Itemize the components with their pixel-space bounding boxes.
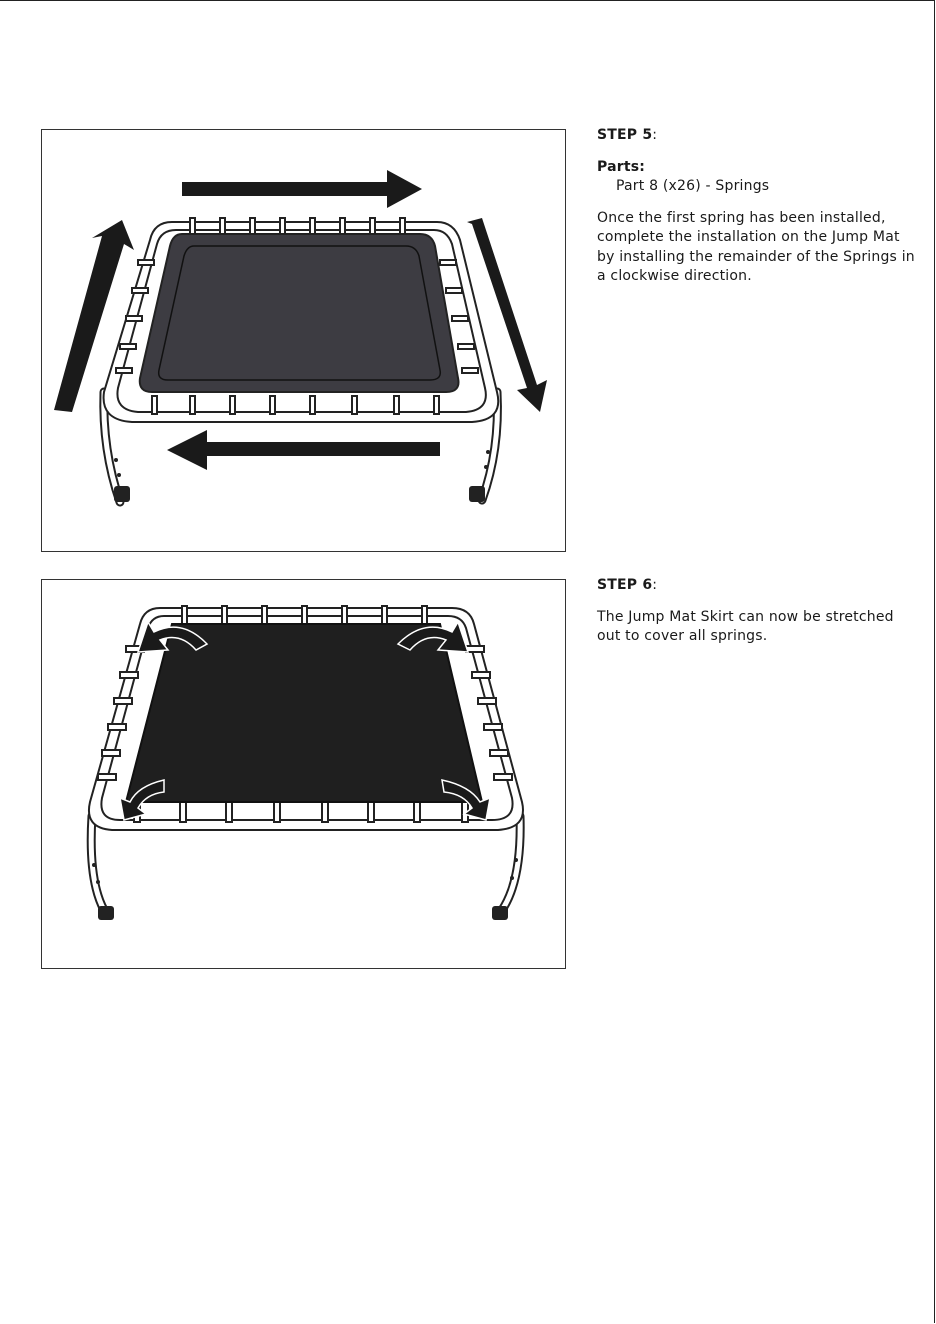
leg-foot-left-icon bbox=[114, 486, 130, 502]
step6-title: STEP 6: bbox=[597, 577, 658, 593]
step6-description: The Jump Mat Skirt can now be stretched out to cover all springs. bbox=[597, 608, 894, 644]
leg-foot-right-icon bbox=[469, 486, 485, 502]
step6-illustration bbox=[41, 579, 566, 969]
step5-description: Once the first spring has been installed, complete the installation on the Jump Mat by installing the remainder of the Springs in a clockwise direction. bbox=[597, 209, 915, 284]
jump-mat bbox=[140, 234, 459, 392]
step5-title: STEP 5: bbox=[597, 127, 658, 143]
parts-label: Parts: bbox=[597, 158, 646, 175]
step5-illustration bbox=[41, 129, 566, 552]
leg-foot-left-icon bbox=[98, 906, 114, 920]
trampoline-skirt-diagram bbox=[42, 580, 566, 969]
parts-item: Part 8 (x26) - Springs bbox=[616, 178, 770, 194]
trampoline-springs-diagram bbox=[42, 130, 566, 552]
step6-instructions bbox=[597, 576, 917, 647]
step5-instructions bbox=[597, 126, 917, 287]
leg-foot-right-icon bbox=[492, 906, 508, 920]
jump-mat bbox=[126, 624, 482, 802]
